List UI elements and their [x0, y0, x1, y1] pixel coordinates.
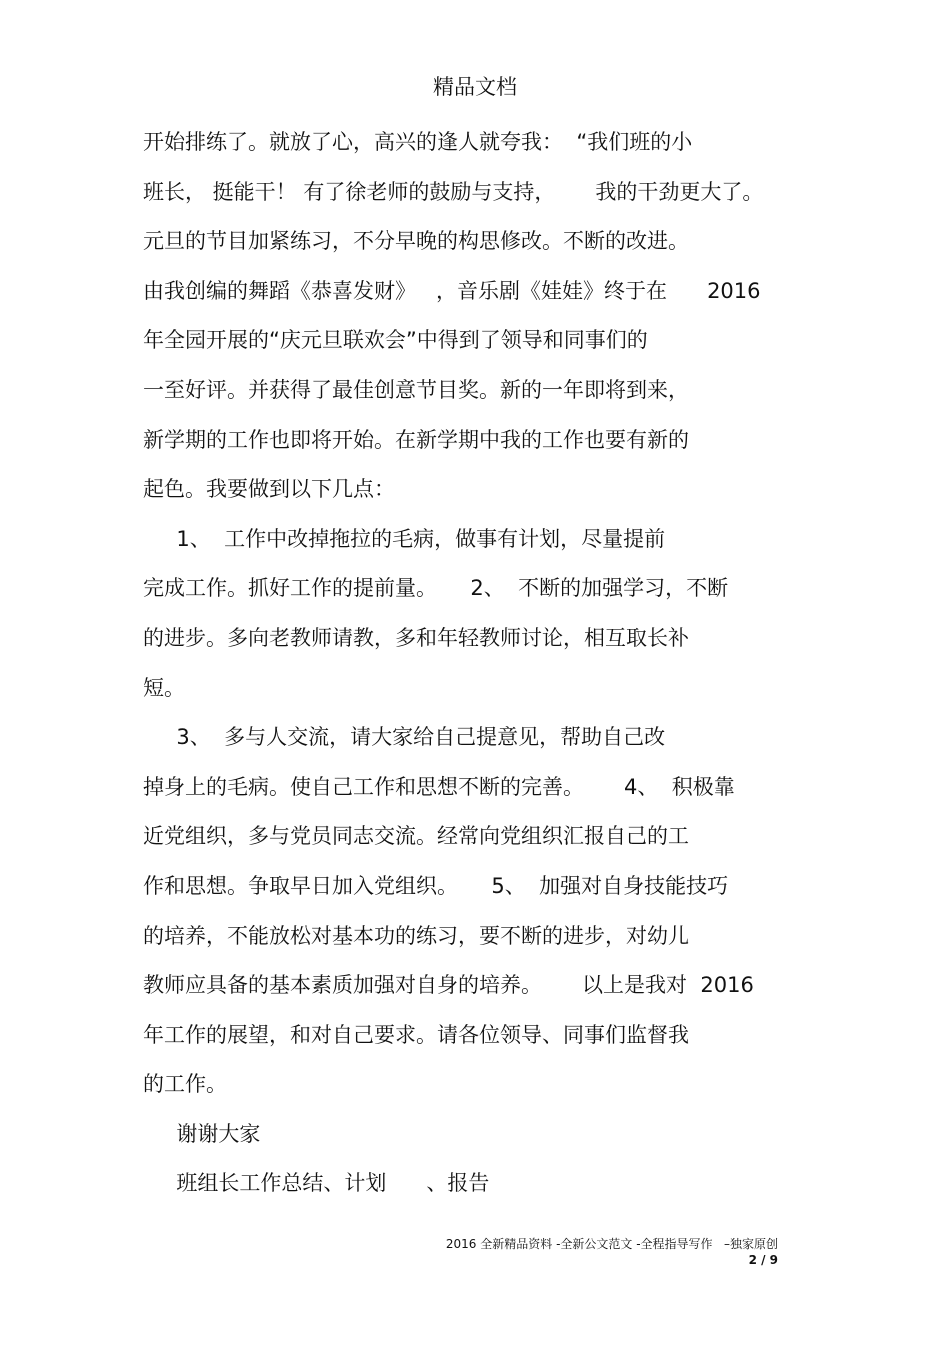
page-footer-text: 2016 全新精品资料 -全新公文范文 -全程指导写作 –独家原创 — [445, 1237, 778, 1251]
body-line: 的工作。 — [143, 1072, 227, 1097]
body-line: 作和思想。争取早日加入党组织。 5、 加强对自身技能技巧 — [143, 873, 729, 898]
body-line: 教师应具备的基本素质加强对自身的培养。 以上是我对 2016 — [143, 973, 754, 998]
body-line: 起色。我要做到以下几点： — [143, 477, 395, 502]
body-line: 由我创编的舞蹈《恭喜发财》 ，音乐剧《娃娃》终于在 2016 — [143, 278, 761, 303]
body-line: 一至好评。并获得了最佳创意节目奖。新的一年即将到来， — [143, 377, 689, 402]
body-line: 近党组织，多与党员同志交流。经常向党组织汇报自己的工 — [143, 824, 689, 849]
body-line: 完成工作。抓好工作的提前量。 2、 不断的加强学习，不断 — [143, 576, 729, 601]
document-body — [143, 127, 843, 1218]
body-line: 1、 工作中改掉拖拉的毛病，做事有计划，尽量提前 — [143, 526, 666, 551]
body-line: 班组长工作总结、计划 、报告 — [143, 1171, 490, 1196]
body-line: 新学期的工作也即将开始。在新学期中我的工作也要有新的 — [143, 427, 689, 452]
body-line: 年工作的展望，和对自己要求。请各位领导、同事们监督我 — [143, 1022, 689, 1047]
body-line: 班长， 挺能干！ 有了徐老师的鼓励与支持， 我的干劲更大了。 — [143, 179, 764, 204]
body-line: 的进步。多向老教师请教，多和年轻教师讨论，相互取长补 — [143, 625, 689, 650]
body-line: 3、 多与人交流，请大家给自己提意见，帮助自己改 — [143, 725, 666, 750]
page-header-title: 精品文档 — [433, 75, 517, 99]
body-line: 谢谢大家 — [143, 1121, 261, 1146]
body-line: 的培养，不能放松对基本功的练习，要不断的进步，对幼儿 — [143, 923, 689, 948]
page-number: 2 / 9 — [748, 1253, 778, 1267]
body-line: 掉身上的毛病。使自己工作和思想不断的完善。 4、 积极靠 — [143, 774, 735, 799]
body-line: 开始排练了。就放了心，高兴的逢人就夸我： “我们班的小 — [143, 130, 693, 154]
body-line: 年全园开展的“庆元旦联欢会”中得到了领导和同事们的 — [143, 328, 648, 353]
body-line: 元旦的节目加紧练习，不分早晚的构思修改。不断的改进。 — [143, 229, 689, 254]
body-line: 短。 — [143, 675, 185, 700]
